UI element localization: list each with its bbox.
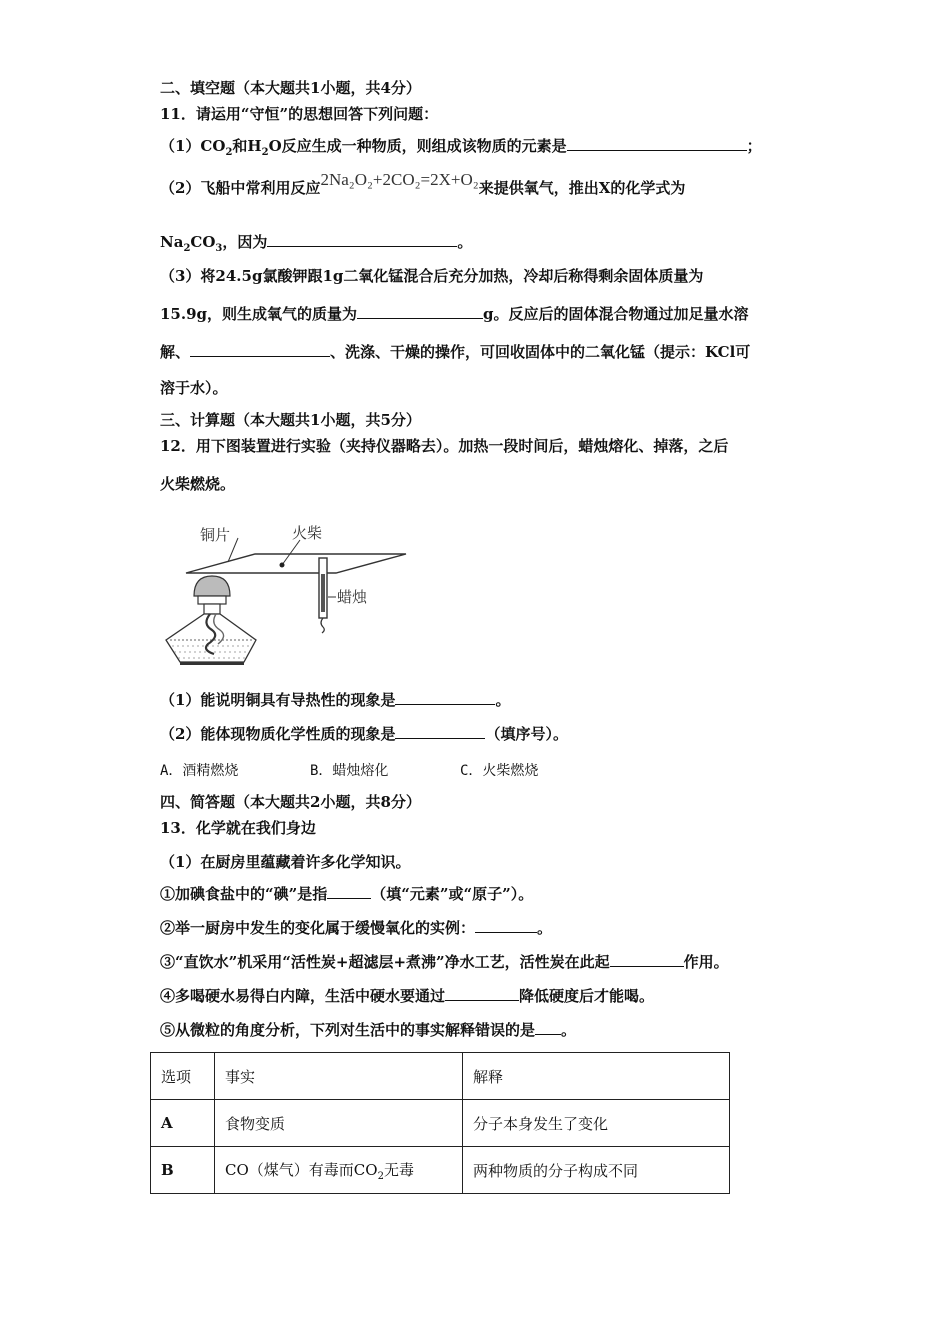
- answer-blank[interactable]: [535, 1020, 561, 1035]
- answer-blank[interactable]: [567, 136, 747, 151]
- match-head-shape: [280, 563, 285, 568]
- choice-a[interactable]: A．酒精燃烧: [160, 763, 239, 779]
- answer-blank[interactable]: [357, 304, 483, 319]
- table-header-cell: 解释: [463, 1053, 730, 1100]
- answer-blank[interactable]: [395, 690, 495, 705]
- question-12-line2: 火柴燃烧。: [160, 475, 236, 493]
- label-match: 火柴: [292, 524, 323, 542]
- question-11-part-3-line4: 溶于水）。: [160, 379, 228, 397]
- question-11-part-1: $(1)CO_2$和$H_2O$反应生成一种物质，则组成该物质的元素是 ；: [160, 137, 762, 158]
- question-11-part-2: （2）飞船中常利用反应2Na₂O₂+2CO₂=2X+O₂来提供氧气，推出X的化学式为: [160, 170, 686, 197]
- item-2: ②举一厨房中发生的变化属于缓慢氧化的实例： 。: [160, 919, 553, 937]
- reaction-equation: 2Na₂O₂+2CO₂=2X+O₂: [320, 170, 479, 189]
- candle-wick-drip: [321, 618, 324, 633]
- table-cell-option: A: [151, 1100, 215, 1147]
- alcohol-lamp-body: [166, 614, 256, 662]
- table-cell-fact: 食物变质: [215, 1100, 463, 1147]
- choice-c[interactable]: C．火柴燃烧: [460, 763, 539, 779]
- question-11-part-2-cont: $Na_2CO_3$，因为 。: [160, 233, 473, 254]
- table-header-cell: 事实: [215, 1053, 463, 1100]
- answer-blank[interactable]: [445, 986, 519, 1001]
- answer-blank[interactable]: [327, 884, 371, 899]
- table-cell-option: B: [151, 1147, 215, 1194]
- question-11-part-3-line3: 解、 、洗涤、干燥的操作，可回收固体中的二氧化锰（提示：KCl可: [160, 343, 751, 361]
- label-candle: 蜡烛: [337, 588, 368, 606]
- section-heading-calculation: 三、计算题（本大题共1小题，共5分）: [160, 411, 421, 429]
- question-11-title: 11．请运用“守恒”的思想回答下列问题：: [160, 105, 439, 123]
- choice-b[interactable]: B．蜡烛熔化: [310, 763, 389, 779]
- table-row: [151, 1100, 730, 1147]
- experiment-apparatus-figure: [160, 518, 420, 672]
- label-copper: 铜片: [200, 526, 231, 544]
- answer-blank[interactable]: [267, 232, 457, 247]
- question-13-title: 13．化学就在我们身边: [160, 819, 316, 837]
- answer-blank[interactable]: [610, 952, 684, 967]
- table-row: [151, 1147, 730, 1194]
- section-heading-fill-blank: 二、填空题（本大题共1小题，共4分）: [160, 79, 421, 97]
- item-1: ①加碘食盐中的“碘”是指 （填“元素”或“原子”）。: [160, 885, 534, 903]
- copper-plate-shape: [186, 554, 406, 573]
- table-cell-fact: CO（煤气）有毒而$CO_2$无毒: [215, 1147, 463, 1194]
- table-cell-explain: 分子本身发生了变化: [463, 1100, 730, 1147]
- question-12-part-2: （2）能体现物质化学性质的现象是 （填序号）。: [160, 725, 568, 743]
- answer-blank[interactable]: [190, 342, 330, 357]
- match-label-leader: [282, 540, 300, 565]
- lamp-flame-cap: [194, 576, 230, 596]
- item-3: ③“直饮水”机采用“活性炭+超滤层+煮沸”净水工艺，活性炭在此起 作用。: [160, 953, 729, 971]
- candle-core: [321, 574, 325, 612]
- table-cell-explain: 两种物质的分子构成不同: [463, 1147, 730, 1194]
- question-12-part-1: （1）能说明铜具有导热性的现象是 。: [160, 691, 511, 709]
- answer-blank[interactable]: [475, 918, 537, 933]
- question-12-line1: 12．用下图装置进行实验（夹持仪器略去）。加热一段时间后，蜡烛熔化、掉落，之后: [160, 437, 729, 455]
- item-4: ④多喝硬水易得白内障，生活中硬水要通过 降低硬度后才能喝。: [160, 987, 655, 1005]
- explanation-table: [150, 1052, 730, 1194]
- answer-blank[interactable]: [395, 724, 485, 739]
- question-11-part-3-line2: 15.9g，则生成氧气的质量为 g。反应后的固体混合物通过加足量水溶: [160, 305, 749, 323]
- question-13-part-1: （1）在厨房里蕴藏着许多化学知识。: [160, 853, 411, 871]
- section-heading-short-answer: 四、简答题（本大题共2小题，共8分）: [160, 793, 421, 811]
- table-header-row: [151, 1053, 730, 1100]
- item-5: ⑤从微粒的角度分析，下列对生活中的事实解释错误的是 。: [160, 1021, 577, 1039]
- question-11-part-3: （3）将24.5g氯酸钾跟1g二氧化锰混合后充分加热，冷却后称得剩余固体质量为: [160, 267, 704, 285]
- table-header-cell: 选项: [151, 1053, 215, 1100]
